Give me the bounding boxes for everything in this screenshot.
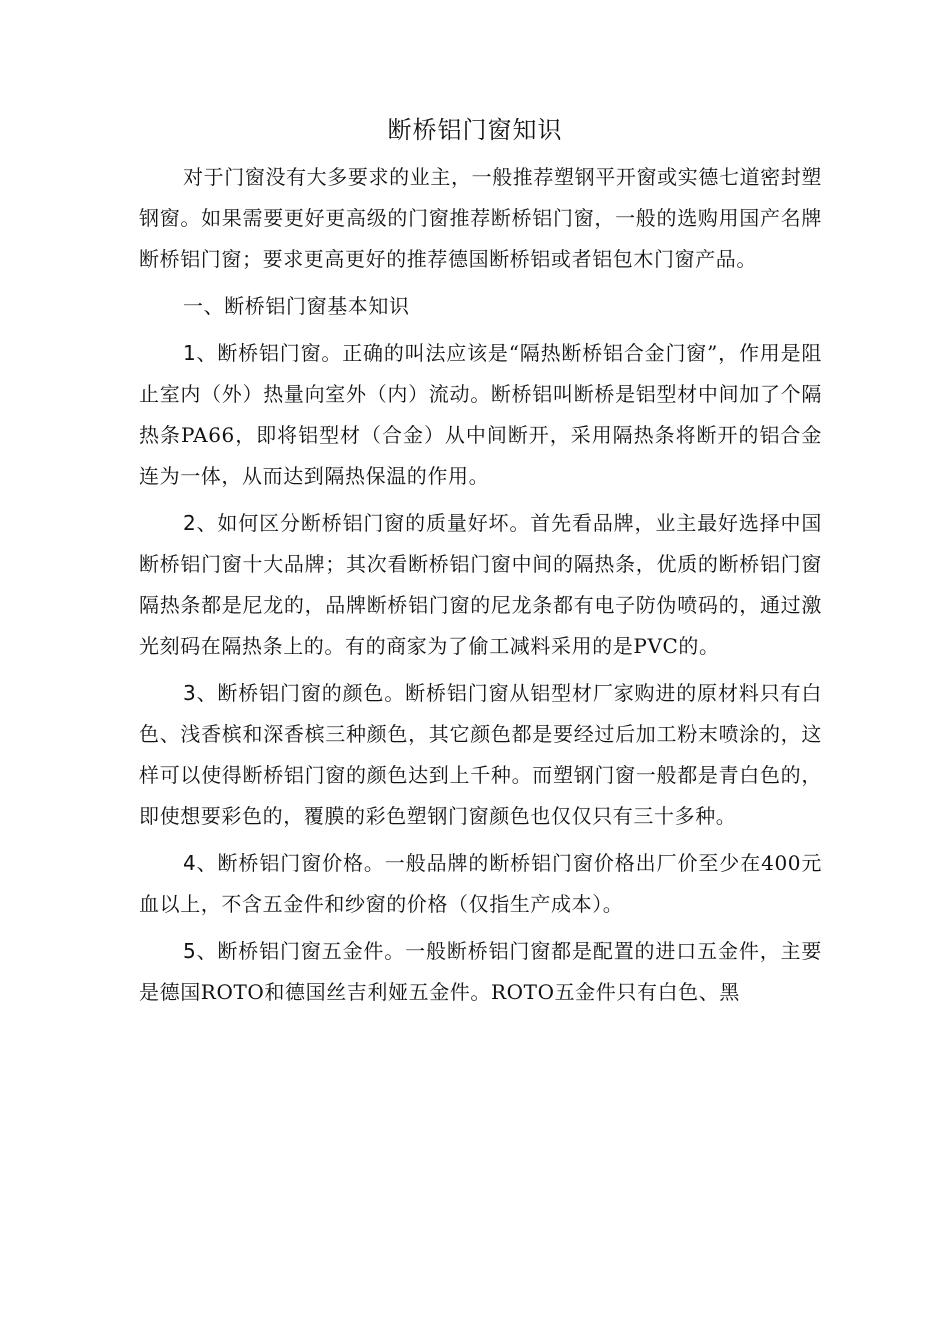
item-lead-3: 3、断桥铝门窗的颜色。 (183, 681, 406, 705)
section-heading: 一、断桥铝门窗基本知识 (183, 294, 410, 318)
document-body (139, 157, 822, 1013)
document-title: 断桥铝门窗知识 (387, 116, 563, 144)
item-paragraph-4 (139, 843, 822, 925)
item-text-5: 一般断桥铝门窗都是配置的进口五金件，主要是德国ROTO和德国丝吉利娅五金件。ROTO五金件只有白色、黑 (139, 939, 822, 1004)
item-paragraph-5 (139, 931, 822, 1013)
item-text-4: 一般品牌的断桥铝门窗价格出厂价至少在400元血以上，不含五金件和纱窗的价格（仅指生产成本）。 (139, 851, 822, 916)
item-paragraph-2 (139, 503, 822, 667)
item-lead-1: 1、断桥铝门窗。 (183, 341, 343, 365)
item-text-3: 断桥铝门窗从铝型材厂家购进的原材料只有白色、浅香槟和深香槟三种颜色，其它颜色都是要经过后加工粉末喷涂的，这样可以使得断桥铝门窗的颜色达到上千种。而塑钢门窗一般都是青白色的，即使想要彩色的，覆膜的彩色塑钢门窗颜色也仅仅只有三十多种。 (139, 681, 822, 828)
intro-paragraph: 对于门窗没有大多要求的业主，一般推荐塑钢平开窗或实德七道密封塑钢窗。如果需要更好更高级的门窗推荐断桥铝门窗，一般的选购用国产名牌断桥铝门窗；要求更高更好的推荐德国断桥铝或者铝包木门窗产品。 (139, 165, 822, 271)
item-text-2: 首先看品牌，业主最好选择中国断桥铝门窗十大品牌；其次看断桥铝门窗中间的隔热条，优质的断桥铝门窗隔热条都是尼龙的，品牌断桥铝门窗的尼龙条都有电子防伪喷码的，通过激光刻码在隔热条上的。有的商家为了偷工减料采用的是PVC的。 (139, 511, 822, 658)
item-paragraph-1 (139, 333, 822, 497)
item-lead-5: 5、断桥铝门窗五金件。 (183, 939, 406, 963)
item-paragraph-3 (139, 673, 822, 837)
item-lead-4: 4、断桥铝门窗价格。 (183, 851, 385, 875)
item-text-1: 正确的叫法应该是“隔热断桥铝合金门窗”，作用是阻止室内（外）热量向室外（内）流动。断桥铝叫断桥是铝型材中间加了个隔热条PA66，即将铝型材（合金）从中间断开，采用隔热条将断开的铝合金连为一体，从而达到隔热保温的作用。 (139, 341, 822, 488)
item-lead-2: 2、如何区分断桥铝门窗的质量好坏。 (183, 511, 531, 535)
